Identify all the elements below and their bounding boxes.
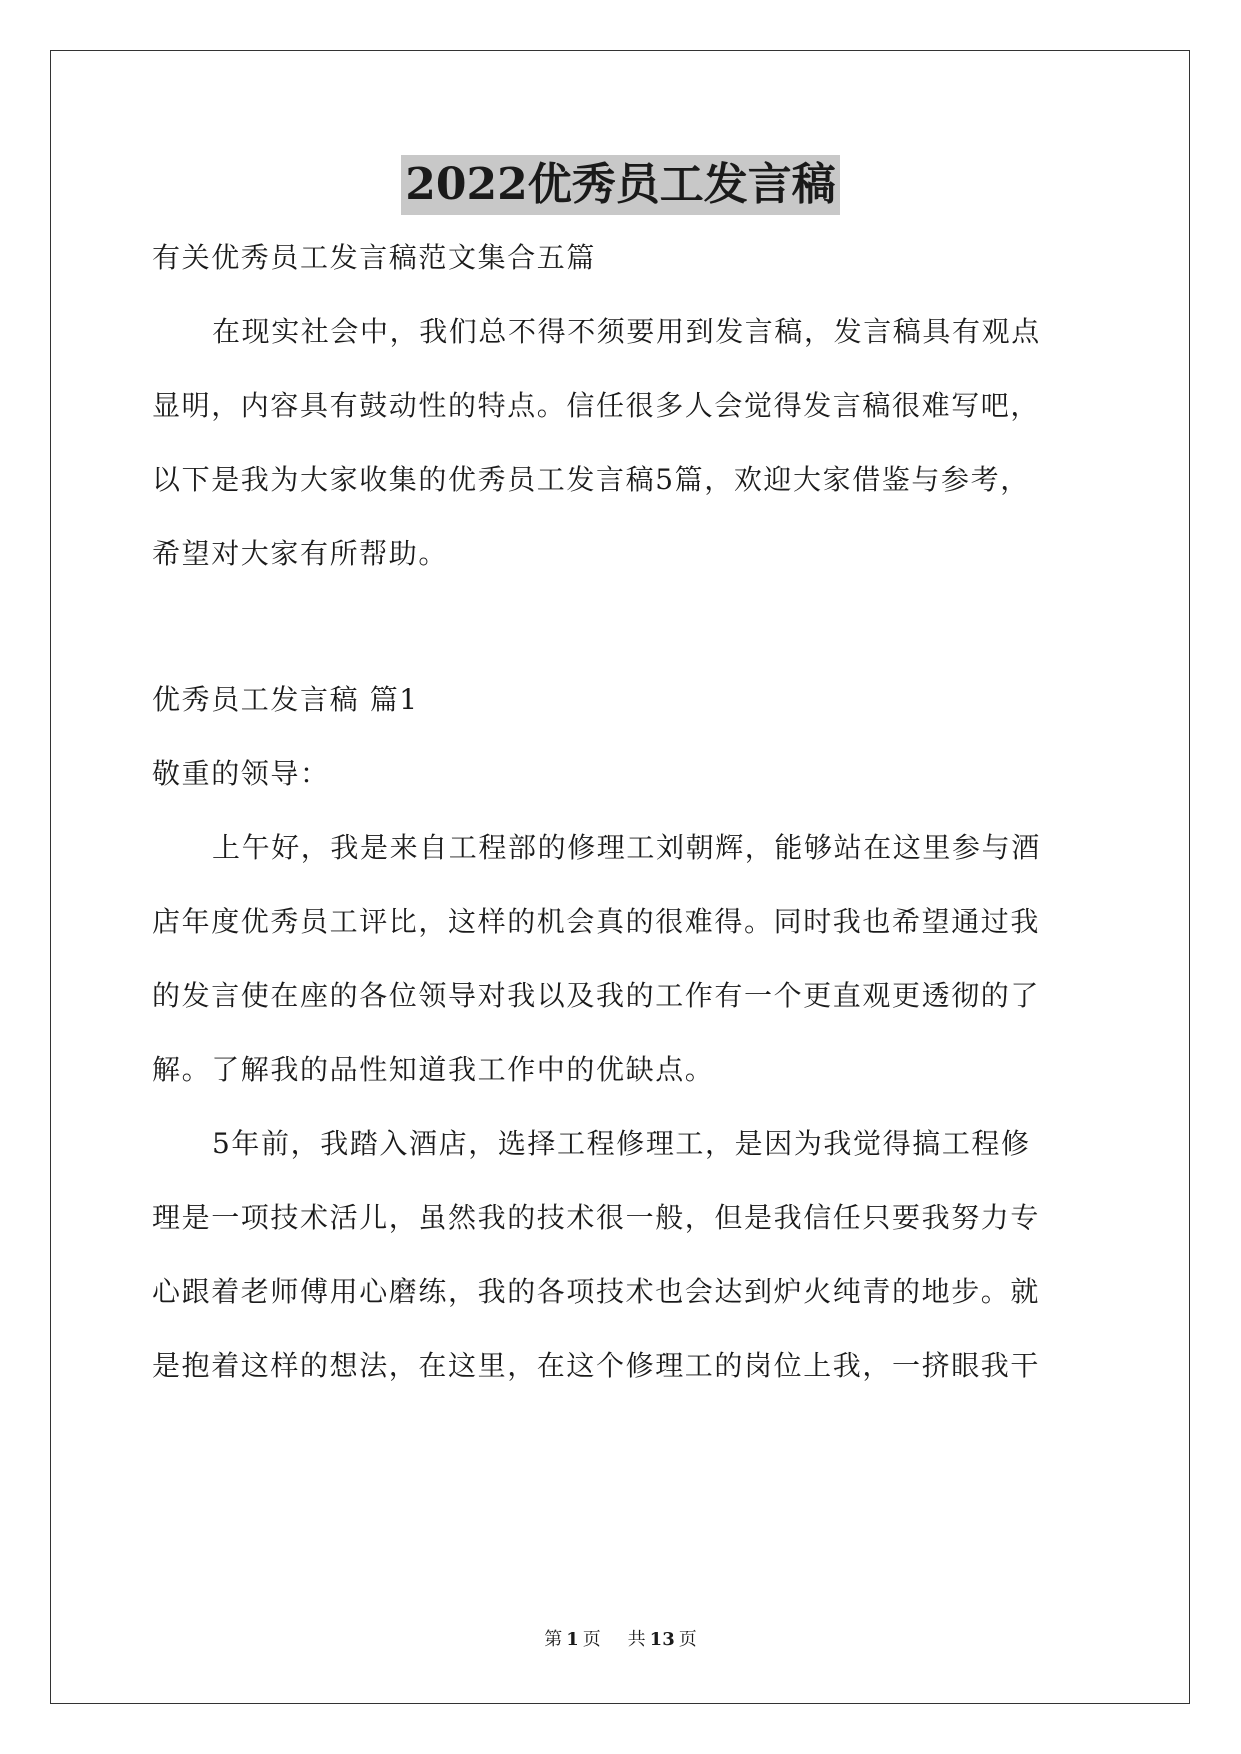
footer-total-prefix: 共: [627, 1629, 646, 1650]
title-container: [0, 155, 1241, 215]
footer-total-pages: 13: [649, 1629, 675, 1650]
salutation: 敬重的领导：: [152, 757, 330, 790]
para1-line-2: 店年度优秀员工评比，这样的机会真的很难得。同时我也希望通过我: [152, 905, 1041, 938]
footer-page-suffix: 页: [582, 1629, 601, 1650]
page-footer: [0, 1628, 1241, 1652]
para1-line-1: 上午好，我是来自工程部的修理工刘朝辉，能够站在这里参与酒: [212, 831, 1041, 864]
page-frame: [50, 50, 1190, 1704]
para2-line-3: 心跟着老师傅用心磨练，我的各项技术也会达到炉火纯青的地步。就: [152, 1275, 1041, 1308]
intro-line-4: 希望对大家有所帮助。: [152, 537, 449, 570]
para1-line-3: 的发言使在座的各位领导对我以及我的工作有一个更直观更透彻的了: [152, 979, 1041, 1012]
para2-line-1: 5年前，我踏入酒店，选择工程修理工，是因为我觉得搞工程修: [212, 1127, 1031, 1160]
para2-line-2: 理是一项技术活儿，虽然我的技术很一般，但是我信任只要我努力专: [152, 1201, 1041, 1234]
footer-total-suffix: 页: [678, 1629, 697, 1650]
footer-prefix: 第: [544, 1629, 563, 1650]
section-heading: 优秀员工发言稿 篇1: [152, 683, 419, 716]
document-title: 2022优秀员工发言稿: [401, 155, 839, 215]
intro-line-3: 以下是我为大家收集的优秀员工发言稿5篇，欢迎大家借鉴与参考，: [152, 463, 1030, 496]
para1-line-4: 解。了解我的品性知道我工作中的优缺点。: [152, 1053, 715, 1086]
intro-line-1: 在现实社会中，我们总不得不须要用到发言稿，发言稿具有观点: [212, 315, 1041, 348]
para2-line-4: 是抱着这样的想法，在这里，在这个修理工的岗位上我，一挤眼我干: [152, 1349, 1041, 1382]
subtitle: 有关优秀员工发言稿范文集合五篇: [152, 241, 597, 274]
footer-page-number: 1: [566, 1629, 579, 1650]
intro-line-2: 显明，内容具有鼓动性的特点。信任很多人会觉得发言稿很难写吧，: [152, 389, 1041, 422]
